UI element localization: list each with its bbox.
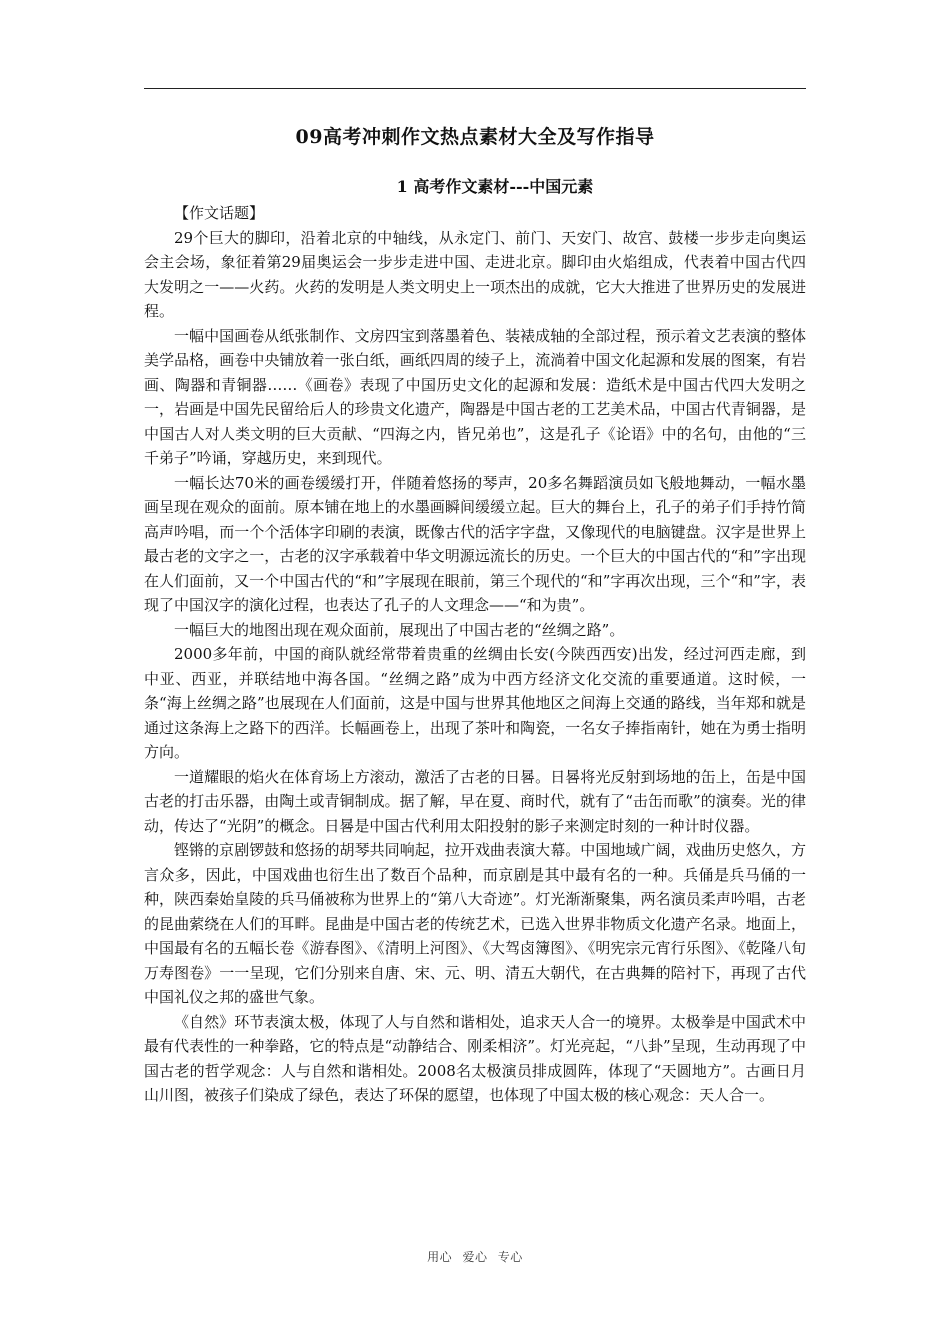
paragraph-5: 2000多年前，中国的商队就经常带着贵重的丝绸由长安(今陕西西安)出发，经过河西走廊，到中亚、西亚，并联结地中海各国。“丝绸之路”成为中西方经济文化交流的重要通道。这时候，一条“海上丝绸之路”也展现在人们面前，这是中国与世界其他地区之间海上交通的路线，当年郑和就是通过这条海上之路下的西洋。长幅画卷上，出现了茶叶和陶瓷，一名女子捧指南针，她在为勇士指明方向。 — [144, 645, 806, 761]
paragraph-1: 29个巨大的脚印，沿着北京的中轴线，从永定门、前门、天安门、故宫、鼓楼一步步走向奥运会主会场，象征着第29届奥运会一步步走进中国、走进北京。脚印由火焰组成，代表着中国古代四大发明之一——火药。火药的发明是人类文明史上一项杰出的成就，它大大推进了世界历史的发展进程。 — [144, 228, 806, 320]
paragraph-3: 一幅长达70米的画卷缓缓打开，伴随着悠扬的琴声，20多名舞蹈演员如飞般地舞动，一幅水墨画呈现在观众的面前。原本铺在地上的水墨画瞬间缓缓立起。巨大的舞台上，孔子的弟子们手持竹简高声吟唱，而一个个活体字印刷的表演，既像古代的活字字盘，又像现代的电脑键盘。汉字是世界上最古老的文字之一，古老的汉字承载着中华文明源远流长的历史。一个巨大的中国古代的“和”字出现在人们面前，又一个中国古代的“和”字展现在眼前，第三个现代的“和”字再次出现，三个“和”字，表现了中国汉字的演化过程，也表达了孔子的人文理念——“和为贵”。 — [144, 473, 806, 614]
paragraph-2: 一幅中国画卷从纸张制作、文房四宝到落墨着色、装裱成轴的全部过程，预示着文艺表演的整体美学品格，画卷中央铺放着一张白纸，画纸四周的绫子上，流淌着中国文化起源和发展的图案，有岩画、陶器和青铜器……《画卷》表现了中国历史文化的起源和发展：造纸术是中国古代四大发明之一，岩画是中国先民留给后人的珍贵文化遗产，陶器是中国古老的工艺美术品，中国古代青铜器，是中国古人对人类文明的巨大贡献、“四海之内，皆兄弟也”，这是孔子《论语》中的名句，由他的“三千弟子”吟诵，穿越历史，来到现代。 — [144, 326, 806, 467]
paragraph-7: 铿锵的京剧锣鼓和悠扬的胡琴共同响起，拉开戏曲表演大幕。中国地域广阔，戏曲历史悠久，方言众多，因此，中国戏曲也衍生出了数百个品种，而京剧是其中最有名的一种。兵俑是兵马俑的一种，陕西秦始皇陵的兵马俑被称为世界上的“第八大奇迹”。灯光渐渐聚集，两名演员柔声吟唱，古老的昆曲萦绕在人们的耳畔。昆曲是中国古老的传统艺术，已选入世界非物质文化遗产名录。地面上，中国最有名的五幅长卷《游春图》、《清明上河图》、《大驾卤簿图》、《明宪宗元宵行乐图》、《乾隆八旬万寿图卷》一一呈现，它们分别来自唐、宋、元、明、清五大朝代，在古典舞的陪衬下，再现了古代中国礼仪之邦的盛世气象。 — [144, 841, 806, 1006]
section-title: 1 高考作文素材---中国元素 — [396, 177, 594, 196]
paragraph-4: 一幅巨大的地图出现在观众面前，展现出了中国古老的“丝绸之路”。 — [174, 620, 625, 639]
header-rule — [144, 88, 806, 89]
document-title: 09高考冲刺作文热点素材大全及写作指导 — [295, 126, 655, 148]
page-footer: 用心 爱心 专心 — [427, 1250, 523, 1264]
paragraph-6: 一道耀眼的焰火在体育场上方滚动，激活了古老的日晷。日晷将光反射到场地的缶上，缶是中国古老的打击乐器，由陶土或青铜制成。据了解，早在夏、商时代，就有了“击缶而歌”的演奏。光的律动，传达了“光阴”的概念。日晷是中国古代利用太阳投射的影子来测定时刻的一种计时仪器。 — [144, 767, 806, 835]
paragraph-8: 《自然》环节表演太极，体现了人与自然和谐相处，追求天人合一的境界。太极拳是中国武术中最有代表性的一种拳路，它的特点是“动静结合、刚柔相济”。灯光亮起，“八卦”呈现，生动再现了中国古老的哲学观念：人与自然和谐相处。2008名太极演员排成圆阵，体现了“天圆地方”。古画日月山川图，被孩子们染成了绿色，表达了环保的愿望，也体现了中国太极的核心观念：天人合一。 — [144, 1012, 806, 1104]
document-body — [144, 201, 806, 1108]
topic-label: 【作文话题】 — [174, 204, 265, 222]
